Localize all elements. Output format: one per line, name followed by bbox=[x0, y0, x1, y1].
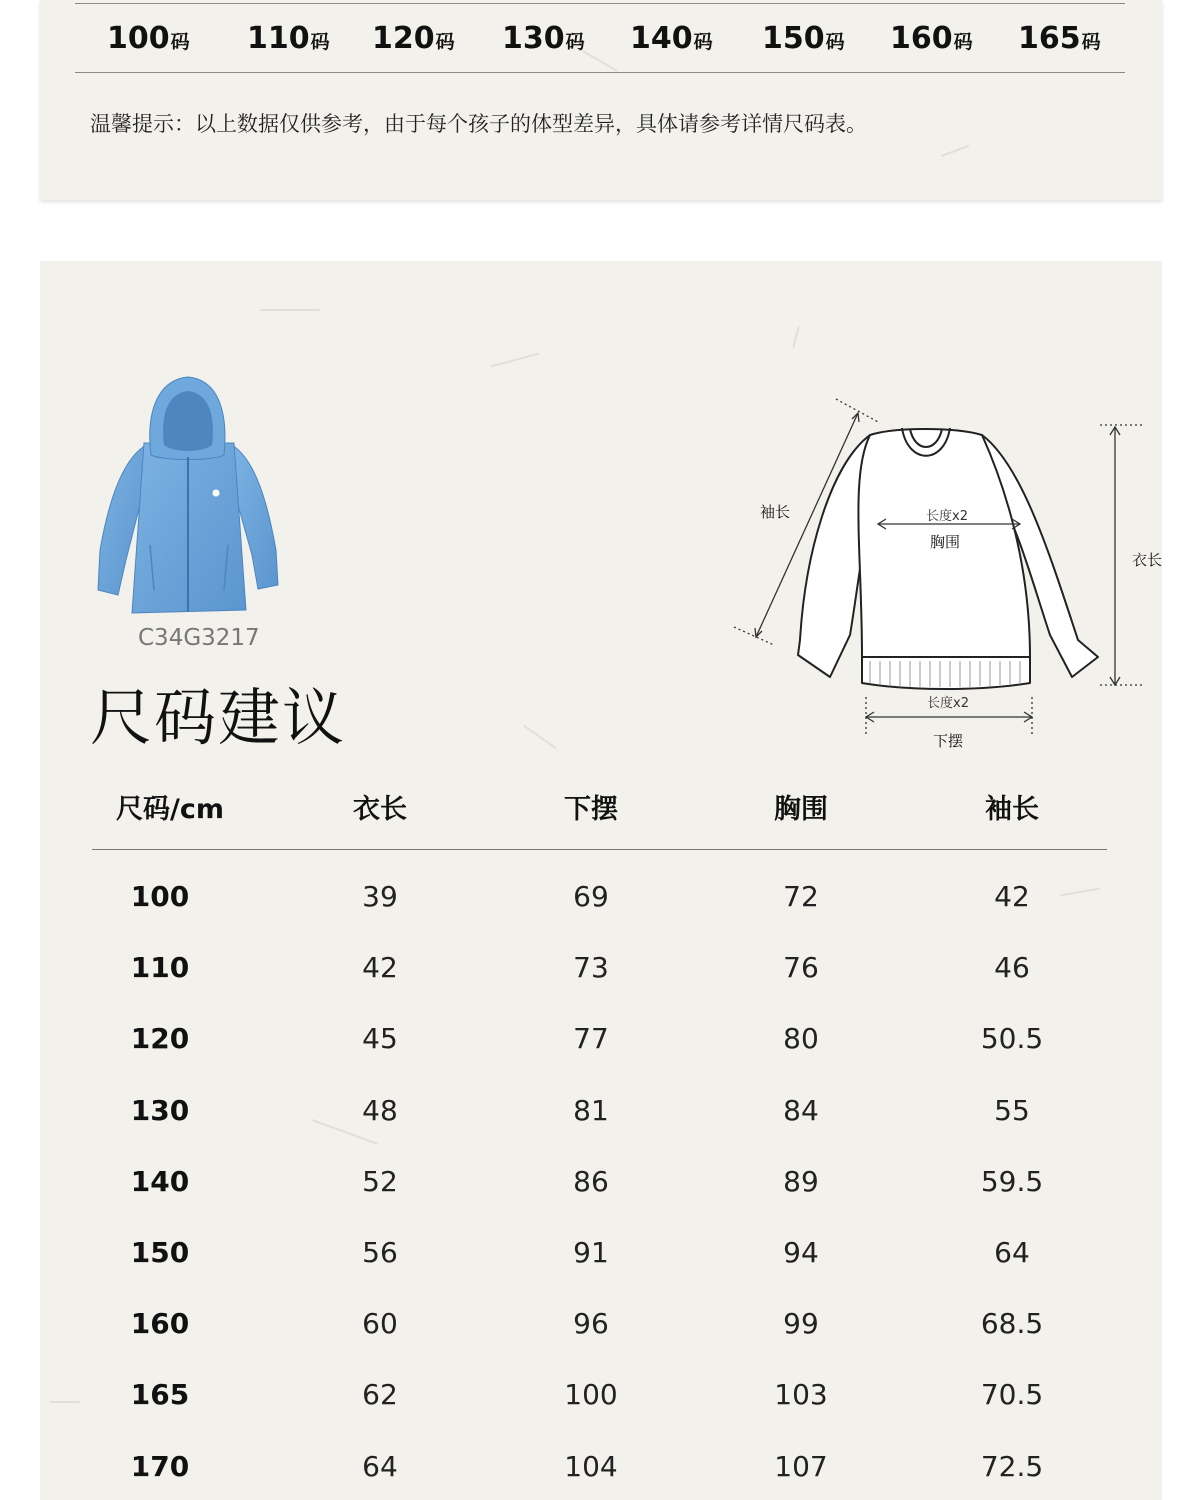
size-cell: 150 bbox=[130, 1236, 190, 1269]
measure-cell: 99 bbox=[783, 1307, 819, 1341]
measure-cell: 46 bbox=[994, 951, 1030, 985]
measure-cell: 73 bbox=[573, 951, 609, 985]
column-header-length: 衣长 bbox=[353, 794, 407, 825]
column-header-hem: 下摆 bbox=[564, 794, 618, 825]
measure-cell: 69 bbox=[573, 880, 609, 913]
size-option: 150码 bbox=[762, 21, 845, 56]
size-cell: 120 bbox=[130, 1022, 190, 1056]
measure-cell: 76 bbox=[783, 951, 819, 985]
measure-cell: 42 bbox=[362, 951, 398, 985]
product-jacket-image bbox=[96, 375, 282, 615]
measure-cell: 103 bbox=[774, 1378, 828, 1412]
measure-cell: 52 bbox=[362, 1164, 398, 1198]
size-cell: 170 bbox=[130, 1449, 190, 1483]
header-divider bbox=[92, 849, 1107, 850]
size-cell: 160 bbox=[130, 1307, 190, 1341]
measure-cell: 91 bbox=[573, 1236, 609, 1269]
measure-cell: 77 bbox=[573, 1022, 609, 1056]
measure-cell: 59.5 bbox=[980, 1164, 1044, 1198]
hem-note: 长度x2 bbox=[927, 696, 969, 711]
measure-cell: 62 bbox=[362, 1378, 398, 1412]
measure-cell: 72.5 bbox=[980, 1449, 1044, 1483]
size-option: 165码 bbox=[1018, 21, 1101, 56]
chest-note: 长度x2 bbox=[926, 509, 968, 524]
column-header-chest: 胸围 bbox=[774, 794, 828, 825]
hem-label: 下摆 bbox=[933, 732, 964, 750]
measure-cell: 72 bbox=[783, 880, 819, 913]
measure-cell: 42 bbox=[994, 880, 1030, 913]
size-strip bbox=[75, 3, 1125, 73]
sleeve-length-label: 袖长 bbox=[760, 503, 791, 521]
size-option: 130码 bbox=[502, 21, 585, 56]
measure-cell: 89 bbox=[783, 1164, 819, 1198]
measure-cell: 48 bbox=[362, 1093, 398, 1127]
measure-cell: 39 bbox=[362, 880, 398, 913]
measure-cell: 56 bbox=[362, 1236, 398, 1269]
size-option: 100码 bbox=[107, 21, 190, 56]
measure-cell: 50.5 bbox=[980, 1022, 1044, 1056]
column-header-size: 尺码/cm bbox=[116, 794, 224, 825]
measure-cell: 45 bbox=[362, 1022, 398, 1056]
product-code: C34G3217 bbox=[138, 625, 260, 651]
measure-cell: 94 bbox=[783, 1236, 819, 1269]
section-title: 尺码建议 bbox=[90, 681, 347, 754]
chest-label: 胸围 bbox=[930, 533, 961, 551]
measure-cell: 60 bbox=[362, 1307, 398, 1341]
measure-cell: 68.5 bbox=[980, 1307, 1044, 1341]
size-tip: 温馨提示：以上数据仅供参考，由于每个孩子的体型差异，具体请参考详情尺码表。 bbox=[90, 112, 867, 136]
measure-cell: 86 bbox=[573, 1164, 609, 1198]
size-option: 110码 bbox=[247, 21, 330, 56]
size-option: 140码 bbox=[630, 21, 713, 56]
measure-cell: 104 bbox=[564, 1449, 618, 1483]
measure-cell: 84 bbox=[783, 1093, 819, 1127]
size-option: 120码 bbox=[372, 21, 455, 56]
size-cell: 140 bbox=[130, 1164, 190, 1198]
size-cell: 130 bbox=[130, 1093, 190, 1127]
measure-cell: 55 bbox=[994, 1093, 1030, 1127]
size-option: 160码 bbox=[890, 21, 973, 56]
size-cell: 165 bbox=[130, 1378, 190, 1412]
measure-cell: 100 bbox=[564, 1378, 618, 1412]
measure-cell: 70.5 bbox=[980, 1378, 1044, 1412]
measure-cell: 64 bbox=[362, 1449, 398, 1483]
measure-cell: 80 bbox=[783, 1022, 819, 1056]
column-header-sleeve: 袖长 bbox=[985, 794, 1039, 825]
size-cell: 110 bbox=[130, 951, 190, 985]
size-cell: 100 bbox=[130, 880, 190, 913]
length-label: 衣长 bbox=[1132, 551, 1163, 569]
measure-cell: 81 bbox=[573, 1093, 609, 1127]
measure-cell: 96 bbox=[573, 1307, 609, 1341]
measurement-diagram bbox=[730, 395, 1170, 755]
measure-cell: 107 bbox=[774, 1449, 828, 1483]
measure-cell: 64 bbox=[994, 1236, 1030, 1269]
